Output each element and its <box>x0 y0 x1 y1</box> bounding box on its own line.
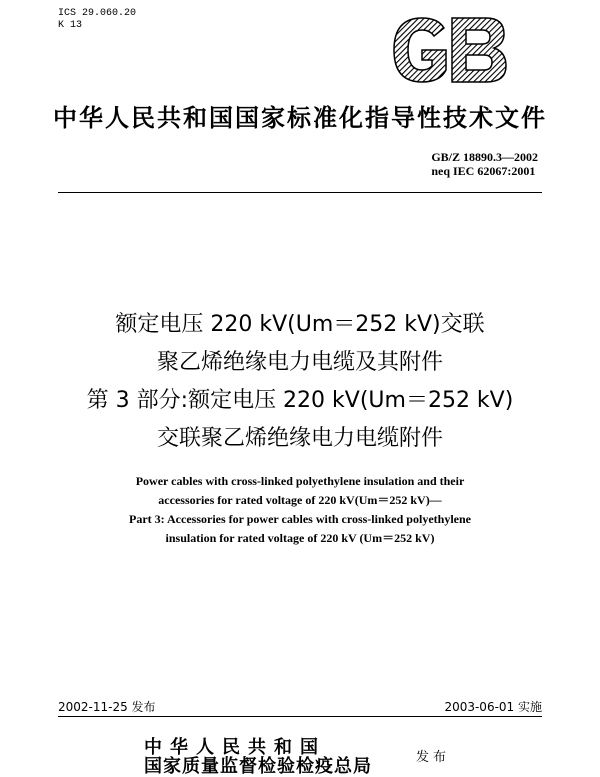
issuer-line-1: 中华人民共和国 <box>144 737 326 758</box>
classification-codes <box>58 8 136 32</box>
chinese-title-line: 交联聚乙烯绝缘电力电缆附件 <box>156 426 443 451</box>
gb-logo <box>388 14 510 86</box>
issue-date: 2002-11-25 发布 <box>58 700 156 714</box>
standard-number: GB/Z 18890.3—2002 <box>431 150 538 164</box>
english-title-line: Power cables with cross-linked polyethylene insulation and their <box>135 474 465 488</box>
english-title-line: insulation for rated voltage of 220 kV (Um＝252 kV) <box>165 531 435 545</box>
english-title <box>0 472 600 548</box>
chinese-title <box>0 306 600 458</box>
chinese-title-line: 额定电压 220 kV(Um＝252 kV)交联 <box>115 312 485 337</box>
document-type-heading: 中华人民共和国国家标准化指导性技术文件 <box>53 104 547 132</box>
footer-divider <box>58 716 542 717</box>
header-divider <box>58 192 542 193</box>
issuing-authority <box>144 738 372 776</box>
english-title-line: accessories for rated voltage of 220 kV(Um＝252 kV)— <box>158 493 442 507</box>
iec-equivalence: neq IEC 62067:2001 <box>431 164 536 178</box>
implementation-date: 2003-06-01 实施 <box>444 700 542 714</box>
english-title-line: Part 3: Accessories for power cables with cross-linked polyethylene <box>129 512 471 526</box>
ics-code: ICS 29.060.20 <box>58 8 137 19</box>
issued-label: 发布 <box>416 750 451 765</box>
chinese-title-line: 第 3 部分:额定电压 220 kV(Um＝252 kV) <box>86 388 514 413</box>
gb-logo-icon <box>388 14 510 86</box>
issuer-line-2: 国家质量监督检验检疫总局 <box>144 756 372 777</box>
ccs-code: K 13 <box>58 20 83 31</box>
chinese-title-line: 聚乙烯绝缘电力电缆及其附件 <box>156 350 443 375</box>
standard-number-block <box>431 150 538 178</box>
